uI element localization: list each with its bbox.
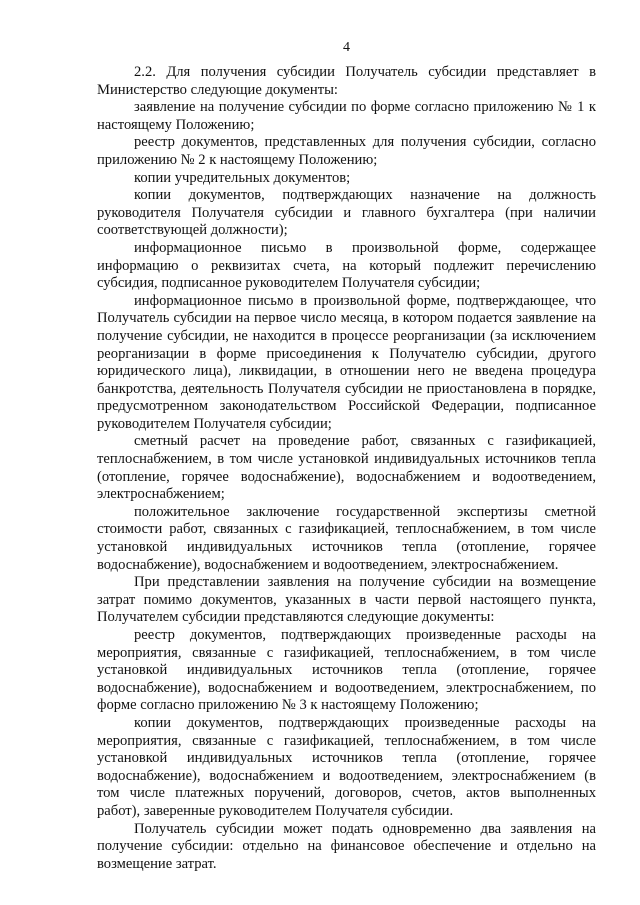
paragraph-intro: 2.2. Для получения субсидии Получатель субсидии представляет в Министерство следующие документы: — [97, 64, 596, 98]
paragraph-appointment-docs: копии документов, подтверждающих назначение на должность руководителя Получателя субсидии и главного бухгалтера (при наличии соответствующей должности); — [97, 187, 596, 239]
paragraph-expertise: положительное заключение государственной экспертизы сметной стоимости работ, связанных с газификацией, теплоснабжением, в том числе установкой индивидуальных источников тепла (отопление, горячее водоснабжение), водоснабжением и водоотведением, электроснабжением. — [97, 503, 596, 573]
paragraph-account-letter: информационное письмо в произвольной форме, содержащее информацию о реквизитах счета, на который подлежит перечислению субсидия, подписанное руководителем Получателя субсидии; — [97, 239, 596, 292]
paragraph-registry: реестр документов, представленных для получения субсидии, согласно приложению № 2 к настоящему Положению; — [97, 134, 596, 168]
paragraph-status-letter: информационное письмо в произвольной форме, подтверждающее, что Получатель субсидии на первое число месяца, в котором подается заявление на получение субсидии, не находится в процессе реорганизации (за исключением реорганизации в форме присоединения к Получателю субсидии, другого юридического лица), ликвидации, в отношении него не введена процедура банкротства, деятельность Получателя субсидии не приостановлена в порядке, предусмотренном законодательством Российской Федерации, подписанное руководителем Получателя субсидии; — [97, 292, 596, 432]
paragraph-expense-registry: реестр документов, подтверждающих произведенные расходы на мероприятия, связанные с газификацией, теплоснабжением, в том числе установкой индивидуальных источников тепла (отопление, горячее водоснабжение), водоснабжением и водоотведением, электроснабжением, по форме согласно приложению № 3 к настоящему Положению; — [97, 627, 596, 714]
paragraph-estimate: сметный расчет на проведение работ, связанных с газификацией, теплоснабжением, в том числе установкой индивидуальных источников тепла (отопление, горячее водоснабжение), водоснабжением и водоотведением, электроснабжением; — [97, 433, 596, 503]
paragraph-founding-docs: копии учредительных документов; — [134, 169, 351, 186]
paragraph-reimbursement-intro: При представлении заявления на получение субсидии на возмещение затрат помимо документов, указанных в части первой настоящего пункта, Получателем субсидии представляются следующие документы: — [97, 574, 596, 626]
paragraph-two-applications: Получатель субсидии может подать одновременно два заявления на получение субсидии: отдельно на финансовое обеспечение и отдельно на возмещение затрат. — [97, 820, 596, 872]
page-number: 4 — [343, 40, 350, 55]
paragraph-expense-copies: копии документов, подтверждающих произведенные расходы на мероприятия, связанные с газификацией, теплоснабжением, в том числе установкой индивидуальных источников тепла (отопление, горячее водоснабжение), водоснабжением и водоотведением, электроснабжением (в том числе платежных поручений, договоров, счетов, актов выполненных работ), заверенные руководителем Получателя субсидии. — [97, 714, 596, 819]
paragraph-application: заявление на получение субсидии по форме согласно приложению № 1 к настоящему Положению; — [97, 99, 596, 133]
